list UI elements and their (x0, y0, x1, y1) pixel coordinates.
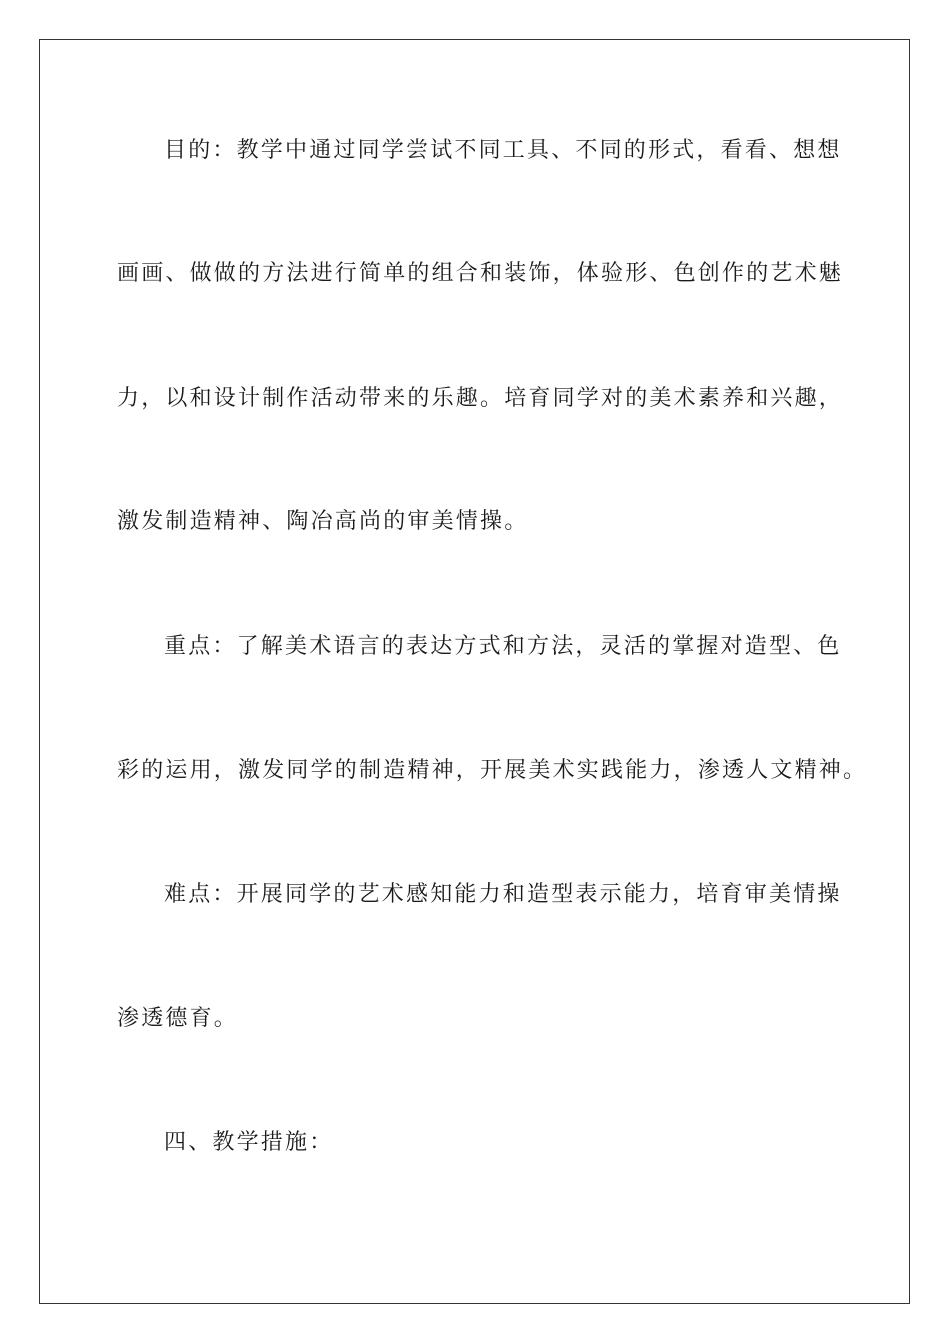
difficulty-line-2: 渗透德育。 (117, 1006, 239, 1031)
objective-line-3: 力，以和设计制作活动带来的乐趣。培育同学对的美术素养和兴趣， (117, 386, 844, 411)
objective-line-4: 激发制造精神、陶冶高尚的审美情操。 (117, 509, 529, 534)
objective-line-2: 画画、做做的方法进行简单的组合和装饰，体验形、色创作的艺术魅 (117, 261, 844, 286)
difficulty-line-1: 难点：开展同学的艺术感知能力和造型表示能力，培育审美情操 (164, 882, 842, 907)
objective-line-1: 目的：教学中通过同学尝试不同工具、不同的形式，看看、想想 (164, 138, 842, 163)
page-border (39, 39, 910, 1304)
section-heading: 四、教学措施： (164, 1130, 334, 1155)
key-point-line-1: 重点：了解美术语言的表达方式和方法，灵活的掌握对造型、色 (164, 634, 842, 659)
key-point-line-2: 彩的运用，激发同学的制造精神，开展美术实践能力，渗透人文精神。 (117, 758, 868, 783)
